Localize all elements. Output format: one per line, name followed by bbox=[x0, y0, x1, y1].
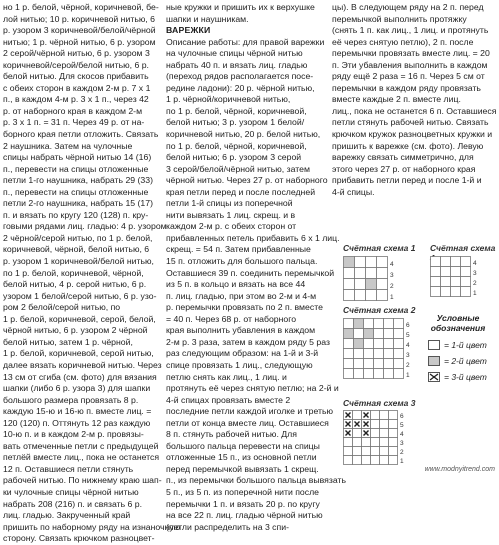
text-line: (петли распределить на 3 спи- bbox=[166, 521, 289, 532]
grid-cell bbox=[366, 279, 377, 290]
legend-box-cross bbox=[428, 372, 440, 382]
grid-cell bbox=[394, 339, 404, 349]
text-line: 12 п. Оставшиеся петли стянуть bbox=[3, 463, 134, 474]
text-line: п. и вязать по кругу 120 (128) п. кру- bbox=[3, 209, 149, 220]
text-line: 4-й спицы. bbox=[332, 186, 375, 197]
text-line: редине ладони): 20 р. чёрной нитью, bbox=[166, 82, 315, 93]
text-line: далее вязать коричневой нитью. Через bbox=[3, 359, 162, 370]
grid-cell bbox=[384, 329, 394, 339]
text-line: перемычки в каждом ряду провязать bbox=[332, 82, 481, 93]
row-number: 6 bbox=[406, 322, 410, 329]
grid-cell bbox=[366, 268, 377, 279]
grid-cell bbox=[451, 257, 461, 267]
text-line: чёрной нитью. Через 27 р. от наборного bbox=[166, 175, 328, 186]
row-number: 3 bbox=[390, 272, 394, 279]
grid-cell bbox=[364, 339, 374, 349]
grid-cell bbox=[344, 279, 355, 290]
legend-box-gray bbox=[428, 356, 440, 366]
text-line: прибавить петли перед и после 1-й и bbox=[332, 175, 482, 186]
text-line: п. лиц. гладью, при этом во 2-м и 4-м bbox=[166, 290, 317, 301]
text-line: её через снятую петлю), 2 п. после bbox=[332, 36, 474, 47]
grid-cell bbox=[389, 456, 398, 465]
grid-cell bbox=[461, 257, 471, 267]
text-line: по 1 р. белой, коричневой, чёрной, bbox=[3, 267, 144, 278]
grid-cell bbox=[374, 359, 384, 369]
grid-cell bbox=[344, 456, 353, 465]
grid-cell bbox=[389, 447, 398, 456]
grid-cell bbox=[344, 349, 354, 359]
row-number: 1 bbox=[406, 372, 410, 379]
text-line: по 1 р. белой, чёрной, коричневой, bbox=[166, 105, 307, 116]
text-line: чёрной нитью, 6 р. узором 2 чёрной bbox=[3, 325, 148, 336]
text-line: по 1 р. белой, чёрной, коричневой, bbox=[166, 140, 307, 151]
grid-cell bbox=[366, 257, 377, 268]
text-line: п. Эти убавления выполнить в каждом bbox=[332, 59, 488, 70]
text-line: этого через 27 р. от наборного края bbox=[332, 163, 476, 174]
text-line: 3 серой/белой/чёрной нитью, затем bbox=[166, 163, 310, 174]
text-line: протянуть её через снятую петлю; на 2-й и bbox=[166, 383, 339, 394]
grid-cell bbox=[355, 290, 366, 301]
text-column-3 bbox=[332, 2, 497, 198]
text-line: из 5 п. в кольцо и вязать на все 44 bbox=[166, 279, 306, 290]
text-line: скрещ. = 54 п. Затем прибавленные bbox=[166, 244, 311, 255]
grid-cell bbox=[377, 279, 388, 290]
grid-cell bbox=[354, 329, 364, 339]
row-number: 4 bbox=[400, 431, 404, 438]
text-line: р. от наборного края в каждом 2-м bbox=[3, 105, 143, 116]
grid-cell bbox=[377, 268, 388, 279]
text-line: белой нитью, затем 1 р. чёрной, bbox=[3, 336, 133, 347]
text-line: рабочей нитью. По нижнему краю шап- bbox=[3, 475, 162, 486]
text-line: коричневой, чёрной, белой нитью, 6 bbox=[3, 244, 150, 255]
grid-cell bbox=[451, 267, 461, 277]
text-line: петлю снять как лиц., 1 лиц. и bbox=[166, 371, 287, 382]
text-line: 2 наушника. Затем на чулочные bbox=[3, 140, 133, 151]
grid-cell bbox=[344, 339, 354, 349]
row-number: 6 bbox=[400, 413, 404, 420]
text-line: на чулочные спицы чёрной нитью bbox=[166, 48, 303, 59]
grid-cell bbox=[353, 438, 362, 447]
grid-cell bbox=[441, 267, 451, 277]
grid-cell bbox=[461, 287, 471, 297]
text-line: 4-й спицах провязать вместе 2 bbox=[166, 394, 291, 405]
grid-cell bbox=[364, 329, 374, 339]
text-line: (снять 1 п. как лиц., 1 лиц. и протянуть bbox=[332, 25, 489, 36]
legend-item-1 bbox=[428, 340, 487, 350]
schema-2-grid bbox=[343, 318, 413, 393]
text-line: 1 р. белой, коричневой, серой, белой, bbox=[3, 313, 156, 324]
grid-cell bbox=[344, 257, 355, 268]
text-line: края петли перед и после последней bbox=[166, 186, 316, 197]
grid-cell bbox=[380, 411, 389, 420]
text-line: отложенные 15 п., из основной петли bbox=[166, 452, 317, 463]
text-line: набрать 40 п. и вязать лиц. гладью bbox=[166, 59, 308, 70]
grid-cell bbox=[364, 349, 374, 359]
grid-cell bbox=[389, 429, 398, 438]
row-number: 5 bbox=[406, 332, 410, 339]
grid-cell bbox=[344, 369, 354, 379]
schema-4-title: Счётная схема bbox=[430, 243, 496, 253]
grid-cell bbox=[353, 447, 362, 456]
grid-cell bbox=[344, 290, 355, 301]
text-line: лиц. гладью. Закрученный край bbox=[3, 510, 131, 521]
text-line: края выполнить убавления в каждом bbox=[166, 325, 316, 336]
legend-item-3-label: = 3-й цвет bbox=[444, 372, 487, 382]
grid-cell bbox=[355, 279, 366, 290]
text-line: р. узором 3 коричневой/белой/чёрной bbox=[3, 25, 156, 36]
text-line: последние петли каждой иголке и третью bbox=[166, 406, 334, 417]
row-number: 1 bbox=[390, 294, 394, 301]
legend-item-2 bbox=[428, 356, 487, 366]
text-line: белой нитью; 6 р. узором 3 серой bbox=[166, 152, 302, 163]
grid-cell bbox=[384, 359, 394, 369]
text-line: п., перевести на спицы отложенные bbox=[3, 163, 149, 174]
text-line: 5 п., из 5 п. из поперечной нити после bbox=[166, 486, 320, 497]
text-line: 8 п. стянуть рабочей нитью. Для bbox=[166, 429, 297, 440]
grid-cell bbox=[354, 349, 364, 359]
text-line: лой нитью; 10 р. коричневой нитью, 6 bbox=[3, 13, 156, 24]
row-number: 4 bbox=[390, 261, 394, 268]
text-line: перед перемычкой вывязать 1 скрещ. bbox=[166, 463, 319, 474]
grid-cell bbox=[394, 349, 404, 359]
text-line: с обеих сторон в каждом 2-м р. 7 х 1 bbox=[3, 82, 151, 93]
grid-cell bbox=[364, 319, 374, 329]
grid-cell bbox=[389, 438, 398, 447]
grid-cell bbox=[354, 339, 364, 349]
text-line: вать отмеченные петли с предыдущей bbox=[3, 440, 159, 451]
watermark: www.modnyitrend.com bbox=[424, 466, 495, 473]
row-number: 4 bbox=[406, 342, 410, 349]
text-line: п., из перемычки большого пальца вывязать bbox=[166, 475, 347, 486]
text-line: петли 2-го наушника, набрать 15 (17) bbox=[3, 198, 153, 209]
row-number: 1 bbox=[473, 290, 477, 297]
grid-cell bbox=[377, 257, 388, 268]
text-line: цы). В следующем ряду на 2 п. перед bbox=[332, 2, 484, 12]
text-line: прибавленных петель прибавить 6 х 1 лиц. bbox=[166, 232, 340, 243]
grid-cell bbox=[441, 277, 451, 287]
text-line: 10-ю п. и в каждом 2-м р. провязы- bbox=[3, 429, 144, 440]
text-line: вместе каждые 2 п. вместе лиц. bbox=[332, 94, 461, 105]
legend-item-2-label: = 2-й цвет bbox=[444, 356, 487, 366]
text-line: п., перевести на спицы отложенные bbox=[3, 186, 149, 197]
text-line: белой нитью; 3 р. узором 1 белой/ bbox=[166, 117, 305, 128]
text-line: петли от конца вместе лиц. Оставшиеся bbox=[166, 417, 329, 428]
grid-cell bbox=[362, 438, 371, 447]
grid-cell bbox=[371, 420, 380, 429]
grid-cell bbox=[353, 456, 362, 465]
grid-cell bbox=[380, 456, 389, 465]
text-line: коричневой нитью, 20 р. белой нитью, bbox=[166, 129, 321, 140]
text-line: 13 см от сгиба (см. фото) для вязания bbox=[3, 371, 157, 382]
legend-item-1-label: = 1-й цвет bbox=[444, 340, 487, 350]
grid-cell bbox=[394, 319, 404, 329]
grid-cell bbox=[380, 447, 389, 456]
row-number: 5 bbox=[400, 422, 404, 429]
text-line: каждом 2-м р. с обеих сторон от bbox=[166, 221, 297, 232]
text-line: борного края петли отложить. Связать bbox=[3, 129, 159, 140]
grid-cell bbox=[362, 447, 371, 456]
grid-cell bbox=[384, 349, 394, 359]
grid-cell bbox=[374, 329, 384, 339]
text-line: нитью; 1 р. чёрной нитью, 6 р. узором bbox=[3, 36, 156, 47]
grid-cell bbox=[354, 319, 364, 329]
text-line: узором 1 белой/серой нитью, 6 р. узо- bbox=[3, 290, 157, 301]
grid-cell bbox=[371, 438, 380, 447]
legend-title-line2: обозначения bbox=[430, 323, 486, 333]
legend-item-3 bbox=[428, 372, 487, 382]
row-number: 3 bbox=[406, 352, 410, 359]
text-line: но 1 р. белой, чёрной, коричневой, бе- bbox=[3, 2, 159, 12]
grid-cell bbox=[394, 359, 404, 369]
grid-cell bbox=[394, 329, 404, 339]
text-line: 120 (120) п. Оттянуть 12 раз каждую bbox=[3, 417, 151, 428]
row-number: 3 bbox=[400, 440, 404, 447]
text-line: (переход рядов располагается посе- bbox=[166, 71, 314, 82]
grid-cell bbox=[451, 287, 461, 297]
grid-cell bbox=[461, 267, 471, 277]
grid-cell bbox=[451, 277, 461, 287]
text-line: ряду ещё 2 раза = 16 п. Через 5 см от bbox=[332, 71, 485, 82]
grid-cell bbox=[431, 257, 441, 267]
grid-cell bbox=[389, 420, 398, 429]
grid-cell bbox=[389, 411, 398, 420]
grid-cell bbox=[380, 420, 389, 429]
text-line: 2 чёрной/серой нитью, по 1 р. белой, bbox=[3, 232, 153, 243]
row-number: 3 bbox=[473, 270, 477, 277]
grid-cell bbox=[431, 267, 441, 277]
text-line: шапки (либо 6 р. узора 3) для шапки bbox=[3, 383, 151, 394]
grid-cell bbox=[344, 319, 354, 329]
text-line: ки чулочные спицы чёрной нитью bbox=[3, 486, 139, 497]
grid-cell bbox=[384, 369, 394, 379]
text-line: 15 п. отложить для большого пальца. bbox=[166, 256, 318, 267]
grid-cell bbox=[380, 438, 389, 447]
legend-title-line1: Условные bbox=[436, 313, 480, 323]
text-line: говыми рядами лиц. гладью: 4 р. узором bbox=[3, 221, 167, 232]
grid-cell bbox=[364, 369, 374, 379]
text-line: 1 р. белой, коричневой, серой нитью, bbox=[3, 348, 154, 359]
text-line: большого пальца перевести на спицы bbox=[166, 440, 320, 451]
text-line: шапки и наушникам. bbox=[166, 13, 249, 24]
row-number: 4 bbox=[473, 260, 477, 267]
text-line: на все 22 п. лиц. гладью чёрной нитью bbox=[166, 510, 323, 521]
grid-cell bbox=[384, 339, 394, 349]
text-line: перемычки 1 п. и вязать 20 р. по кругу bbox=[166, 498, 320, 509]
text-line: спицы набрать чёрной нитью 14 (16) bbox=[3, 152, 152, 163]
grid-cell bbox=[441, 287, 451, 297]
text-line: петли 1-й спицы из поперечной bbox=[166, 198, 293, 209]
text-line: петлёй вместе лиц., пока не останется bbox=[3, 452, 160, 463]
text-line: пришить по наборному ряду на изнаночную bbox=[3, 521, 181, 532]
grid-cell bbox=[461, 277, 471, 287]
row-number: 2 bbox=[473, 280, 477, 287]
legend-title bbox=[428, 313, 488, 333]
text-line: набрать 208 (216) п. и связать 6 р. bbox=[3, 498, 142, 509]
grid-cell bbox=[371, 447, 380, 456]
text-line: Описание работы: для правой варежки bbox=[166, 36, 325, 47]
text-line: варежку связать симметрично, для bbox=[332, 152, 474, 163]
text-line: перемычкой выполнить протяжку bbox=[332, 13, 467, 24]
text-line: большого размера провязать 8 р. bbox=[3, 394, 139, 405]
text-line: Оставшиеся 39 п. соединить перемычкой bbox=[166, 267, 335, 278]
grid-cell bbox=[394, 369, 404, 379]
text-line: каждую 15-ю и 16-ю п. вместе лиц. = bbox=[3, 406, 152, 417]
grid-cell bbox=[354, 369, 364, 379]
grid-cell bbox=[353, 411, 362, 420]
grid-cell bbox=[374, 339, 384, 349]
row-number: 2 bbox=[400, 449, 404, 456]
text-line: = 40 п. Через 68 р. от наборного bbox=[166, 313, 297, 324]
text-line: р. 3 х 1 п. = 31 п. Через 49 р. от на- bbox=[3, 117, 145, 128]
schema-3-grid bbox=[343, 410, 418, 470]
text-line: спице провязать 1 лиц., следующую bbox=[166, 359, 313, 370]
grid-cell bbox=[441, 257, 451, 267]
row-number: 2 bbox=[406, 362, 410, 369]
schema-4-grid bbox=[430, 256, 494, 306]
grid-cell bbox=[374, 349, 384, 359]
text-line: р. перемычки провязать по 2 п. вместе bbox=[166, 302, 323, 313]
grid-cell bbox=[344, 438, 353, 447]
schema-2-title: Счётная схема 2 bbox=[343, 305, 416, 315]
grid-cell bbox=[344, 329, 354, 339]
text-line: п., в каждом 4-м р. 3 х 1 п., через 42 bbox=[3, 94, 149, 105]
text-line: 2 серой/чёрной нитью, 6 р. узором 3 bbox=[3, 48, 150, 59]
grid-cell bbox=[353, 429, 362, 438]
grid-cell bbox=[431, 287, 441, 297]
text-line: белой нитью. Для скосов прибавить bbox=[3, 71, 149, 82]
grid-cell bbox=[344, 268, 355, 279]
text-line: ные кружки и пришить их к верхушке bbox=[166, 2, 315, 12]
text-line: ром 2 белой/серой нитью, по bbox=[3, 302, 121, 313]
grid-cell bbox=[355, 268, 366, 279]
text-column-1 bbox=[3, 2, 181, 545]
grid-cell bbox=[354, 359, 364, 369]
text-line: лиц., пока не останется 6 п. Оставшиеся bbox=[332, 105, 497, 116]
grid-cell bbox=[384, 319, 394, 329]
grid-cell bbox=[377, 290, 388, 301]
grid-cell bbox=[371, 429, 380, 438]
grid-cell bbox=[362, 456, 371, 465]
grid-cell bbox=[355, 257, 366, 268]
row-number: 1 bbox=[400, 458, 404, 465]
text-line: ВАРЕЖКИ bbox=[166, 25, 211, 36]
text-line: пришить к варежке (см. фото). Левую bbox=[332, 140, 484, 151]
grid-cell bbox=[371, 456, 380, 465]
text-column-2 bbox=[166, 2, 347, 533]
text-line: белой нитью, 4 р. серой нитью, 6 р. bbox=[3, 279, 147, 290]
text-line: р. узором 1 коричневой/белой нитью, bbox=[3, 256, 154, 267]
legend-box-white bbox=[428, 340, 440, 350]
text-line: раз следующим образом: на 1-й и 3-й bbox=[166, 348, 319, 359]
grid-cell bbox=[431, 277, 441, 287]
text-line: нити вывязать 1 лиц. скрещ. и в bbox=[166, 209, 296, 220]
text-line: сторону. Связать крючком разноцвет- bbox=[3, 533, 155, 544]
text-line: петли 1-го наушника, набрать 29 (33) bbox=[3, 175, 153, 186]
row-number: 2 bbox=[390, 283, 394, 290]
grid-cell bbox=[371, 411, 380, 420]
text-line: коричневой/серой/белой нитью, 6 р. bbox=[3, 59, 149, 70]
schema-1-title: Счётная схема 1 bbox=[343, 243, 416, 253]
grid-cell bbox=[344, 447, 353, 456]
grid-cell bbox=[344, 359, 354, 369]
grid-cell bbox=[364, 359, 374, 369]
grid-cell bbox=[374, 369, 384, 379]
text-line: 1 р. чёрной/коричневой нитью, bbox=[166, 94, 291, 105]
text-line: 2-м р. 3 раза, затем в каждом ряду 5 раз bbox=[166, 336, 330, 347]
grid-cell bbox=[380, 429, 389, 438]
schema-1-grid bbox=[343, 256, 413, 310]
grid-cell bbox=[366, 290, 377, 301]
grid-cell bbox=[374, 319, 384, 329]
text-line: петли стянуть рабочей нитью. Связать bbox=[332, 117, 489, 128]
schema-3-title: Счётная схема 3 bbox=[343, 398, 416, 408]
text-line: крючком кружок разноцветных кружки и bbox=[332, 129, 493, 140]
text-line: перемычки провязать вместе лиц. = 20 bbox=[332, 48, 490, 59]
